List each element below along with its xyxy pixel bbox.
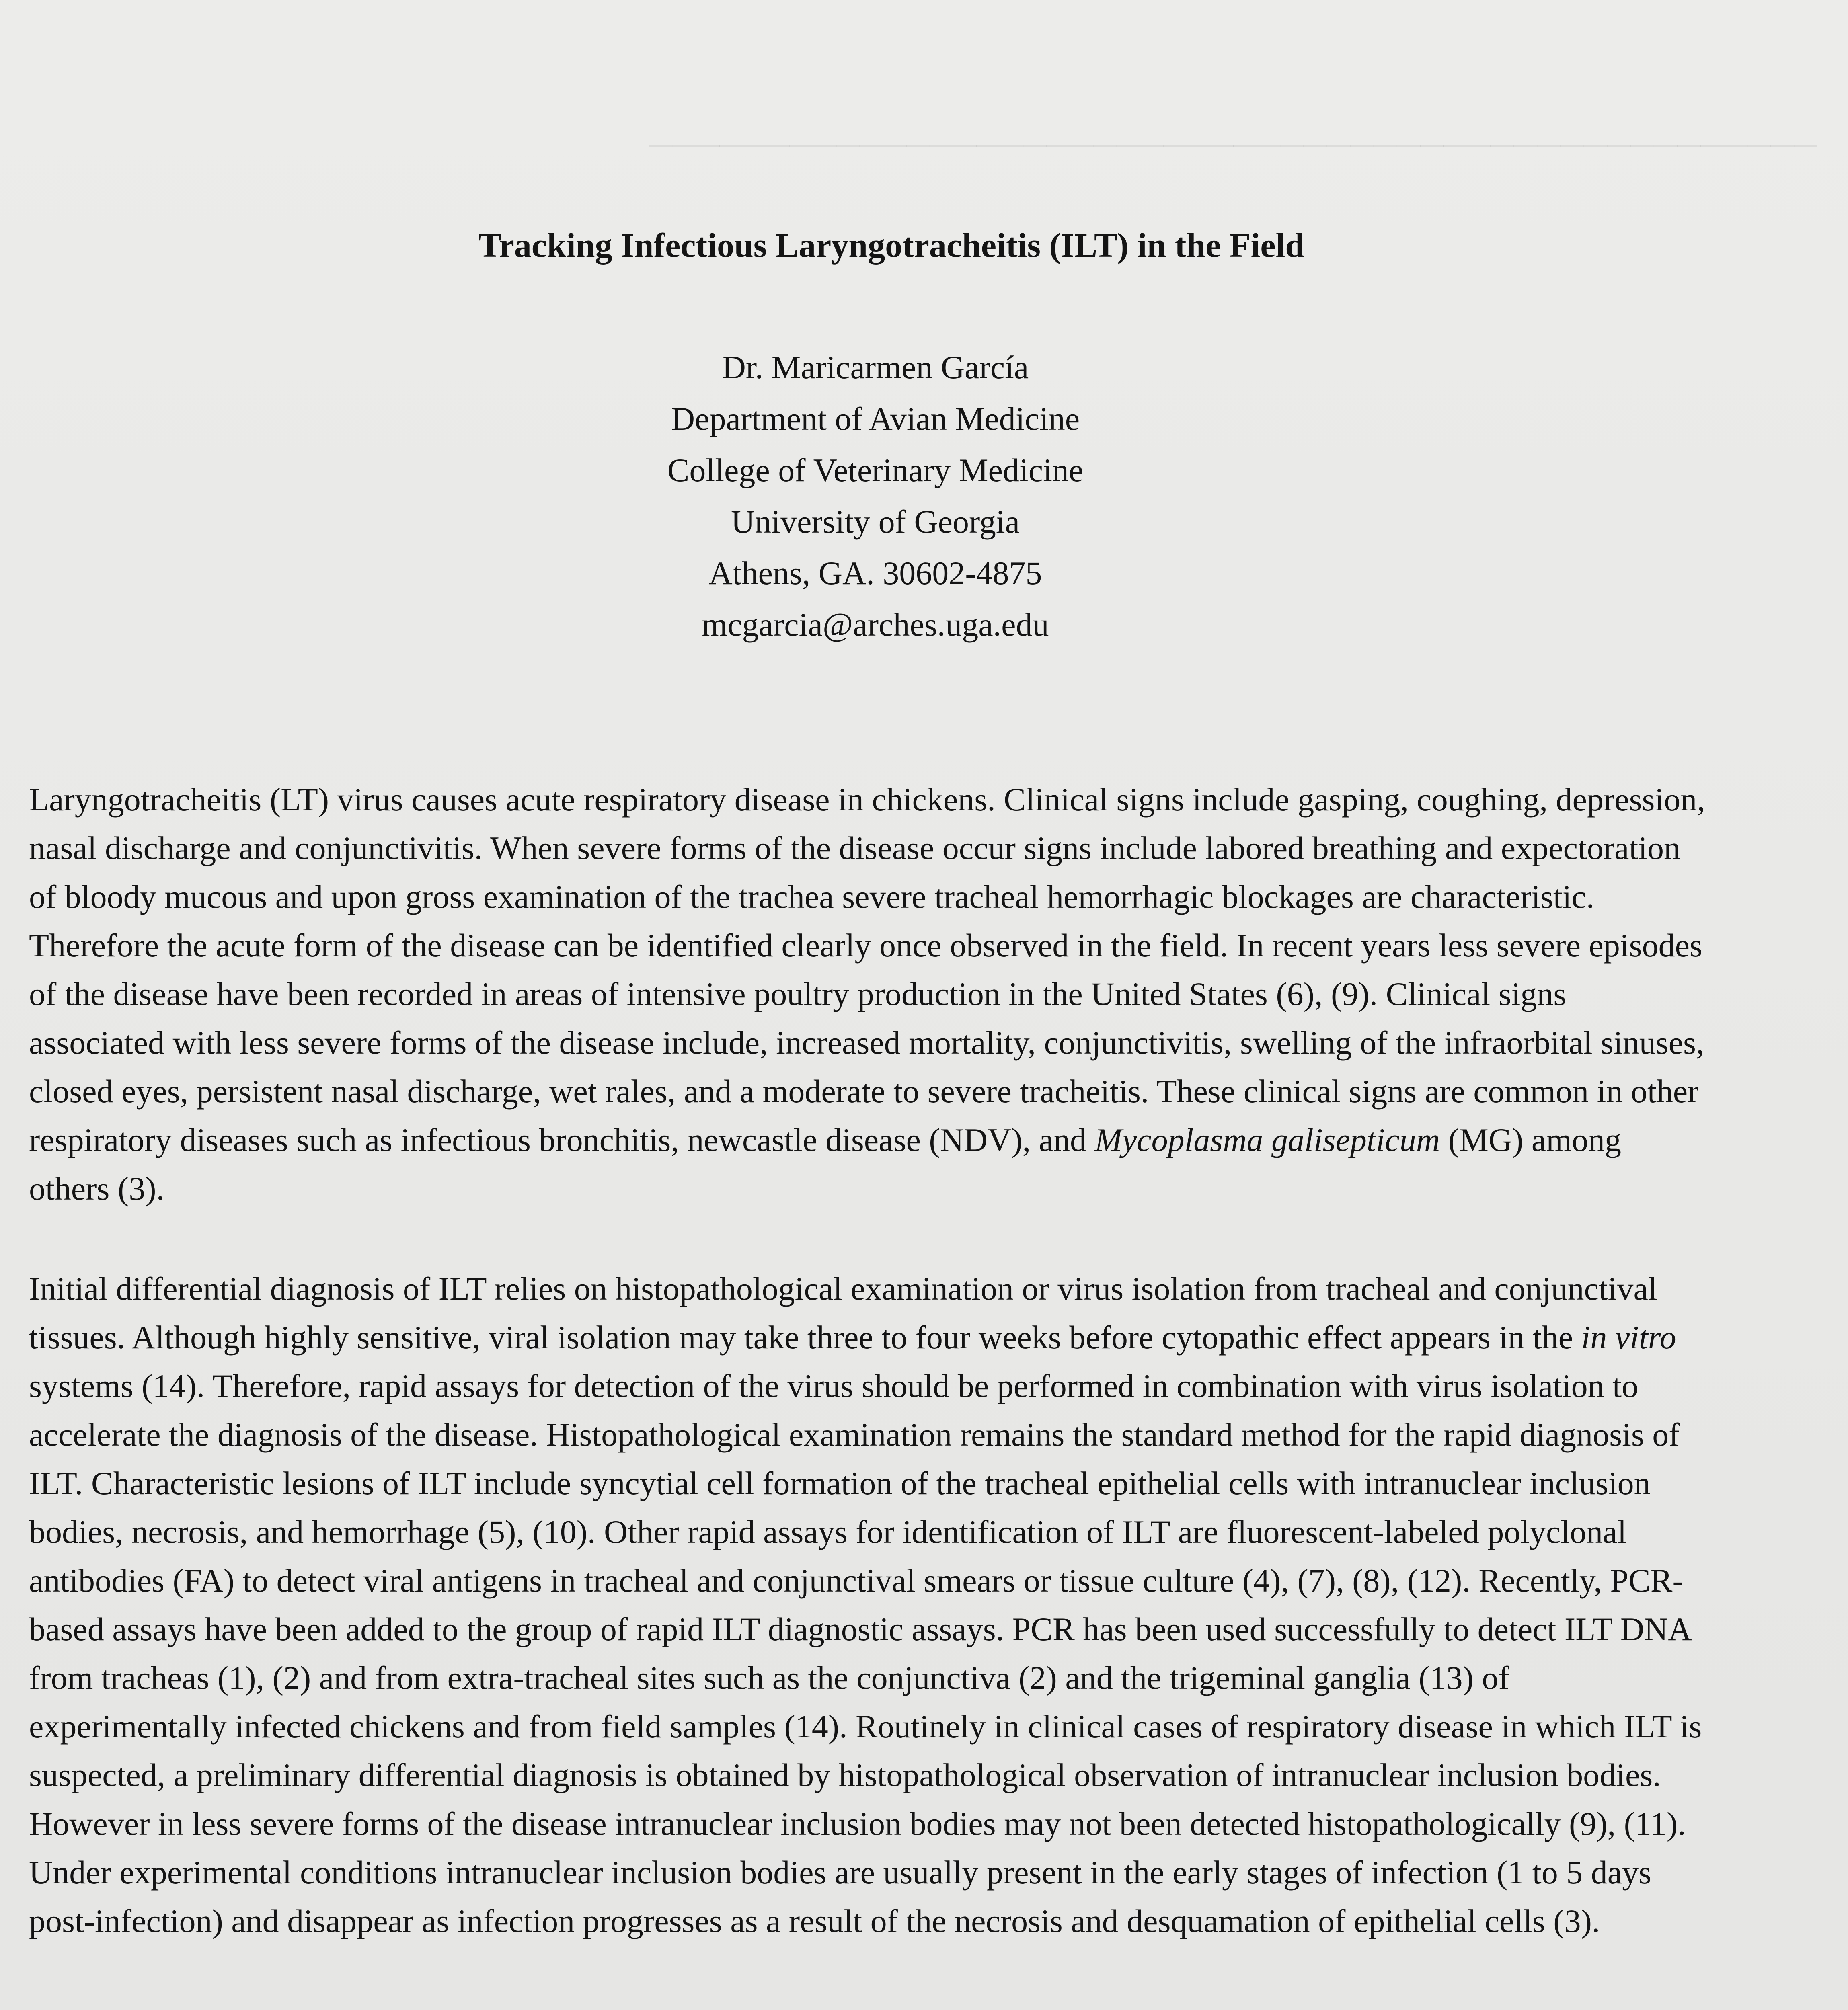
- paragraph-intro-text-b: (MG) among others (3).: [29, 1122, 1622, 1207]
- author-email: mcgarcia@arches.uga.edu: [702, 606, 1049, 643]
- article-content: [29, 225, 1706, 2010]
- paragraph-intro: [29, 775, 1706, 1213]
- author-address: Athens, GA. 30602-4875: [708, 555, 1042, 591]
- author-department: Department of Avian Medicine: [671, 400, 1080, 437]
- paragraph-intro-text-a: Laryngotracheitis (LT) virus causes acute respiratory disease in chickens. Clinical signs include gasping, coughing, depression, nasal discharge and conjunctivitis. When severe forms of the disease occur signs include labored breathing and expectoration of bloody mucous and upon gross examination of the trachea severe tracheal hemorrhagic blockages are characteristic. Therefore the acute form of the disease can be identified clearly once observed in the field. In recent years less severe episodes of the disease have been recorded in areas of intensive poultry production in the United States (6), (9). Clinical signs associated with less severe forms of the disease include, increased mortality, conjunctivitis, swelling of the infraorbital sinuses, closed eyes, persistent nasal discharge, wet rales, and a moderate to severe tracheitis. These clinical signs are common in other respiratory diseases such as infectious bronchitis, newcastle disease (NDV), and: [29, 781, 1705, 1158]
- paragraph-intro-species: Mycoplasma galisepticum: [1094, 1122, 1440, 1158]
- author-college: College of Veterinary Medicine: [667, 452, 1084, 488]
- paragraph-diagnosis-text-b: systems (14). Therefore, rapid assays for detection of the virus should be performed in combination with virus isolation to accelerate the diagnosis of the disease. Histopathological examination remains the standard method for the rapid diagnosis of ILT. Characteristic lesions of ILT include syncytial cell formation of the tracheal epithelial cells with intranuclear inclusion bodies, necrosis, and hemorrhage (5), (10). Other rapid assays for identification of ILT are fluorescent-labeled polyclonal antibodies (FA) to detect viral antigens in tracheal and conjunctival smears or tissue culture (4), (7), (8), (12). Recently, PCR-based assays have been added to the group of rapid ILT diagnostic assays. PCR has been used successfully to detect ILT DNA from tracheas (1), (2) and from extra-tracheal sites such as the conjunctiva (2) and the trigeminal ganglia (13) of experimentally infected chickens and from field samples (14). Routinely in clinical cases of respiratory disease in which ILT is suspected, a preliminary differential diagnosis is obtained by histopathological observation of intranuclear inclusion bodies. However in less severe forms of the disease intranuclear inclusion bodies may not been detected histopathologically (9), (11). Under experimental conditions intranuclear inclusion bodies are usually present in the early stages of infection (1 to 5 days post-infection) and disappear as infection progresses as a result of the necrosis and desquamation of epithelial cells (3).: [29, 1368, 1702, 1939]
- author-name: Dr. Maricarmen García: [722, 349, 1029, 386]
- author-university: University of Georgia: [731, 503, 1020, 540]
- paragraph-diagnosis-text-a: Initial differential diagnosis of ILT relies on histopathological examination or virus isolation from tracheal and conjunctival tissues. Although highly sensitive, viral isolation may take three to four weeks before cytopathic effect appears in the: [29, 1270, 1657, 1356]
- paragraph-diagnosis: [29, 1264, 1706, 1945]
- paragraph-diagnosis-in-vitro: in vitro: [1581, 1319, 1676, 1356]
- author-block: [29, 342, 1706, 650]
- article-title: Tracking Infectious Laryngotracheitis (ILT) in the Field: [478, 226, 1305, 265]
- reverse-side-show-through: ──────────────────────────────────────────────────: [649, 127, 1817, 163]
